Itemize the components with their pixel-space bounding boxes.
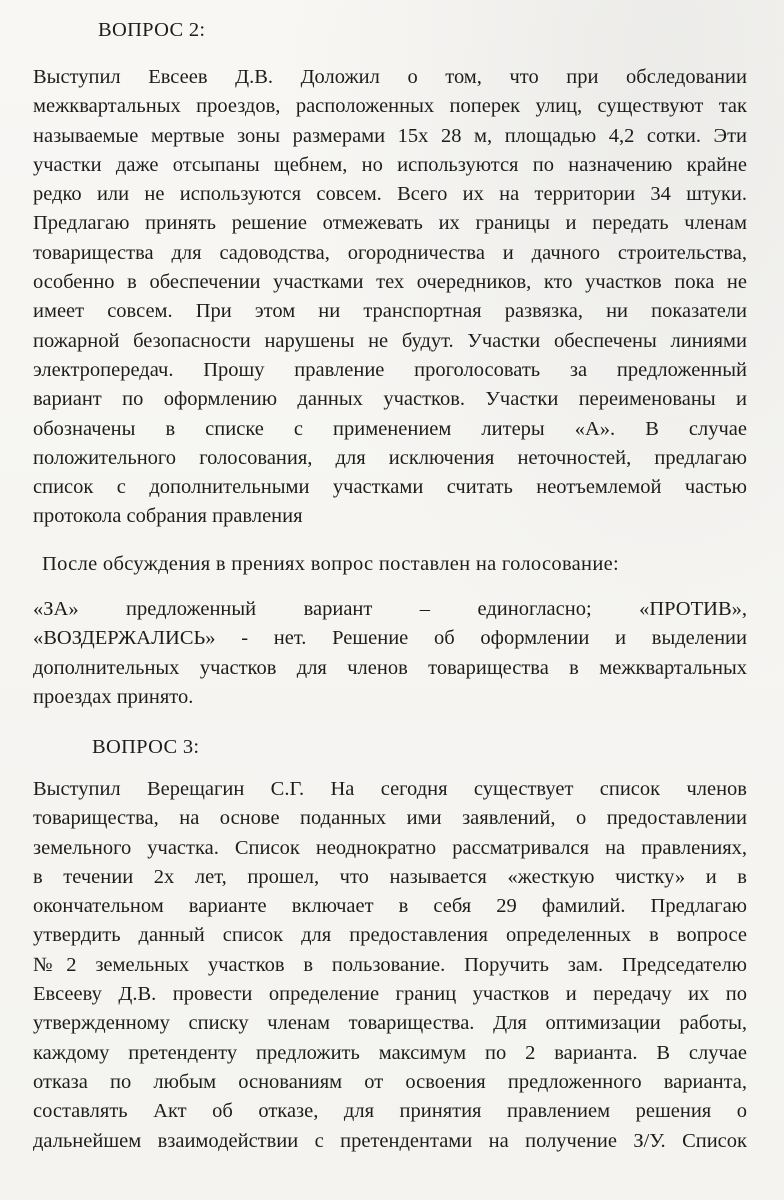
text-line: обозначены в списке с применением литеры «А». В случае (33, 417, 747, 440)
text-line: окончательном варианте включает в себя 29 фамилий. Предлагаю (33, 895, 747, 918)
text-line: Выступил Евсеев Д.В. Доложил о том, что при обследовании (33, 66, 747, 88)
text-line: пожарной безопасности нарушены не будут. Участки обеспечены линиями (33, 329, 747, 352)
discussion-note: После обсуждения в прениях вопрос поставлен на голосование: (42, 553, 619, 575)
text-line: «ВОЗДЕРЖАЛИСЬ» - нет. Решение об оформлении и выделении (33, 627, 747, 650)
text-line: имеет совсем. При этом ни транспортная развязка, ни показатели (33, 300, 747, 323)
text-line: земельного участка. Список неоднократно рассматривался на правлениях, (33, 836, 747, 859)
text-line: вариант по оформлению данных участков. Участки переименованы и (33, 388, 747, 411)
text-line: особенно в обеспечении участками тех очередников, кто участков пока не (33, 271, 747, 294)
text-line: отказа по любым основаниям от освоения предложенного варианта, (33, 1070, 747, 1093)
text-line: Выступил Верещагин С.Г. На сегодня существует список членов (33, 778, 747, 800)
text-line: товарищества, на основе поданных ими заявлений, о предоставлении (33, 807, 747, 830)
text-line: протокола собрания правления (33, 505, 303, 528)
text-line: каждому претенденту предложить максимум по 2 варианта. В случае (33, 1041, 747, 1064)
text-line: товарищества для садоводства, огородничества и дачного строительства, (33, 241, 747, 264)
text-line: составлять Акт об отказе, для принятия правлением решения о (33, 1100, 747, 1123)
text-line: дальнейшем взаимодействии с претендентами на получение З/У. Список (33, 1129, 747, 1152)
question-3-heading: ВОПРОС 3: (92, 736, 200, 758)
text-line: дополнительных участков для членов товарищества в межквартальных (33, 656, 747, 679)
text-line: №2 земельных участков в пользование. Поручить зам. Председателю (33, 953, 747, 976)
text-line: в течении 2х лет, прошел, что называется «жесткую чистку» и в (33, 865, 747, 888)
text-line: межквартальных проездов, расположенных поперек улиц, существуют так (33, 95, 747, 118)
text-line: называемые мертвые зоны размерами 15х 28 м, площадью 4,2 сотки. Эти (33, 124, 747, 147)
text-line: утвержденному списку членам товарищества. Для оптимизации работы, (33, 1012, 747, 1035)
text-line: Предлагаю принять решение отмежевать их границы и передать членам (33, 212, 747, 235)
text-line: электропередач. Прошу правление проголосовать за предложенный (33, 358, 747, 381)
question-2-speech (33, 63, 747, 532)
text-line: положительного голосования, для исключения неточностей, предлагаю (33, 446, 747, 469)
text-line: редко или не используются совсем. Всего их на территории 34 штуки. (33, 183, 747, 206)
text-line: проездах принято. (33, 685, 194, 708)
text-line: участки даже отсыпаны щебнем, но используются по назначению крайне (33, 153, 747, 176)
question-2-heading: ВОПРОС 2: (98, 19, 206, 41)
text-line: «ЗА» предложенный вариант – единогласно; «ПРОТИВ», (33, 598, 747, 620)
text-line: Евсееву Д.В. провести определение границ участков и передачу их по (33, 983, 747, 1006)
question-3-speech (33, 775, 747, 1156)
text-line: список с дополнительными участками считать неотъемлемой частью (33, 476, 747, 499)
text-line: утвердить данный список для предоставления определенных в вопросе (33, 924, 747, 947)
question-2-vote-result (33, 595, 747, 712)
